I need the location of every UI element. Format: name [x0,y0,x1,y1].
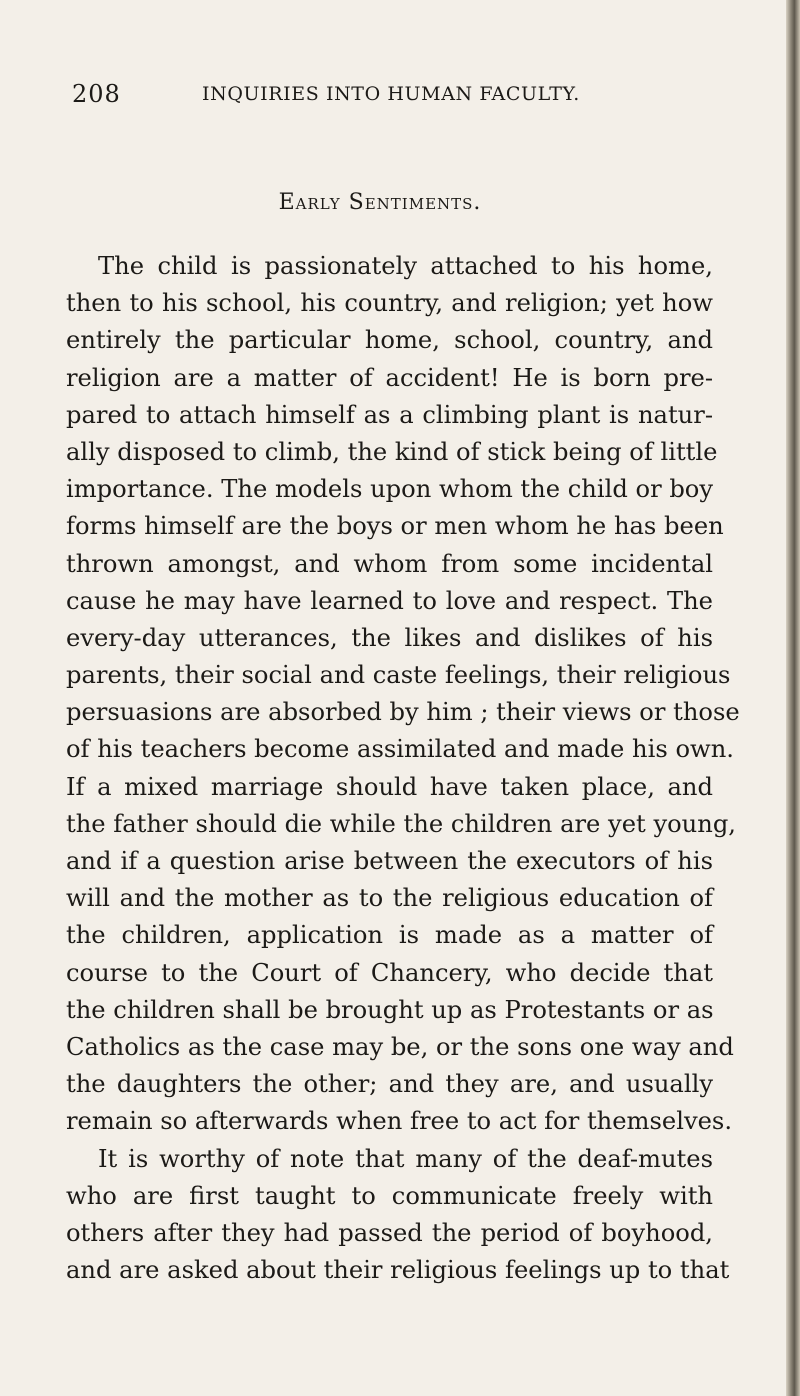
text-line: remain so afterwards when free to act for themselves. [66,1107,733,1136]
text-line: ally disposed to climb, the kind of stick being of little [66,437,718,466]
page-number: 208 [72,80,121,108]
text-line: The child is passionately attached to his home, [98,252,713,280]
text-line: It is worthy of note that many of the deaf-mutes [98,1144,713,1173]
text-line: the children, application is made as a matter of [66,921,713,950]
body-text [66,248,740,1289]
text-line: Catholics as the case may be, or the sons one way and [66,1032,734,1061]
text-line: persuasions are absorbed by him ; their views or those [66,698,740,727]
text-line: If a mixed marriage should have taken place, and [66,772,713,801]
text-line: and if a question arise between the executors of his [66,847,713,875]
running-head: INQUIRIES INTO HUMAN FACULTY. [202,83,580,105]
text-line: thrown amongst, and whom from some incidental [66,549,713,578]
text-line: the children shall be brought up as Protestants or as [66,995,714,1024]
text-line: the father should die while the children are yet young, [66,809,736,838]
text-line: who are first taught to communicate freely with [66,1181,713,1210]
text-line: every-day utterances, the likes and dislikes of his [66,623,713,652]
text-line: religion are a matter of accident! He is born pre- [66,363,713,392]
text-line: pared to attach himself as a climbing plant is natur- [66,400,713,429]
text-line: forms himself are the boys or men whom he has been [66,512,724,541]
text-line: cause he may have learned to love and respect. The [66,586,713,615]
text-line: and are asked about their religious feelings up to that [66,1256,730,1285]
text-line: the daughters the other; and they are, and usually [66,1070,713,1099]
text-line: will and the mother as to the religious education of [66,884,713,913]
page-header [72,80,712,120]
text-line: of his teachers become assimilated and made his own. [66,735,734,764]
text-line: parents, their social and caste feelings, their religious [66,661,731,690]
text-line: others after they had passed the period of boyhood, [66,1218,713,1247]
text-line: then to his school, his country, and religion; yet how [66,289,713,318]
page-edge-shadow [786,0,800,1396]
text-line: course to the Court of Chancery, who decide that [66,958,713,987]
text-line: entirely the particular home, school, country, and [66,326,713,355]
section-title: Early Sentiments. [278,190,482,215]
text-line: importance. The models upon whom the child or boy [66,475,714,504]
